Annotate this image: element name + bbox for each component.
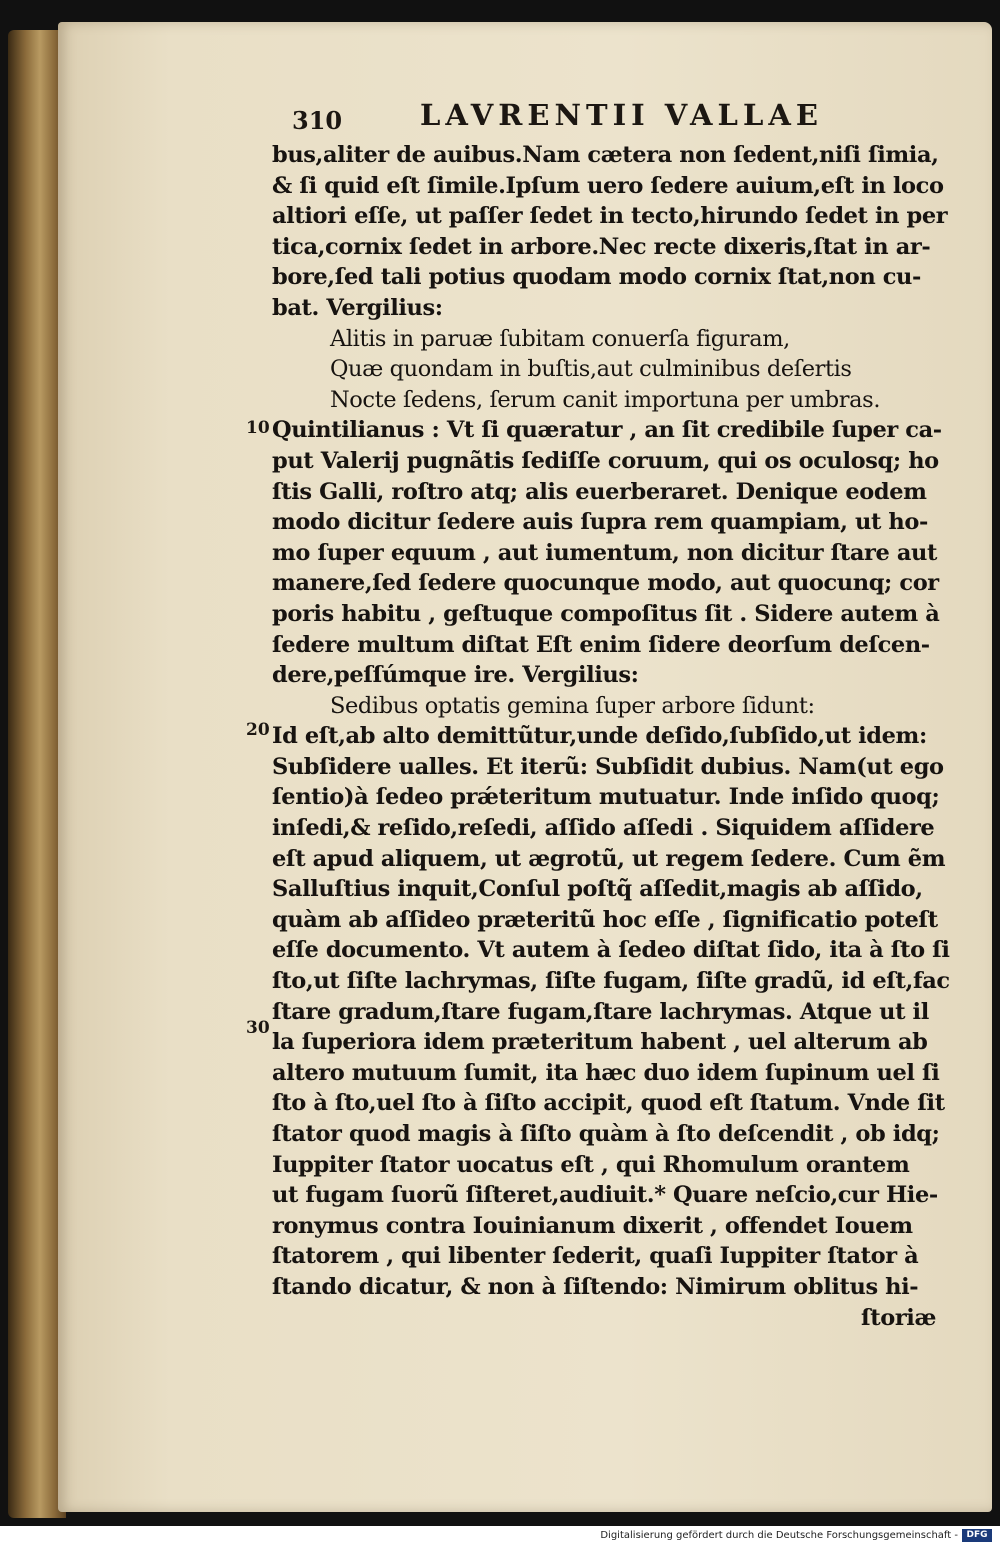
digitization-credit: Digitalisierung gefördert durch die Deutsche Forschungsgemeinschaft - — [600, 1530, 958, 1541]
text-line: Quintilianus : Vt ſi quæratur , an ſit credibile ſuper ca- — [272, 417, 942, 444]
text-line: altero mutuum ſumit, ita hæc duo idem ſupinum uel ſi — [272, 1059, 940, 1086]
text-line: ronymus contra Iouinianum dixerit , offendet Iouem — [272, 1212, 913, 1239]
text-line: ſtando dicatur, & non à ſiſtendo: Nimirum oblitus hi- — [272, 1273, 919, 1300]
text-line: ſtare gradum,ſtare fugam,ſtare lachrymas. Atque ut il — [272, 998, 929, 1025]
running-header — [292, 98, 892, 138]
line-number-30: 30 — [246, 1018, 270, 1038]
page-number: 310 — [292, 106, 343, 135]
text-line: eſt apud aliquem, ut ægrotũ, ut regem ſedere. Cum ẽm — [272, 845, 946, 872]
catchword: ſtoriæ — [860, 1304, 936, 1331]
text-line: ſto,ut ſiſte lachrymas, ſiſte fugam, ſiſte gradũ, id eſt,fac — [272, 968, 950, 995]
text-line: ſedere multum diſtat Eſt enim ſidere deorſum deſcen- — [272, 631, 930, 658]
text-line: Iuppiter ſtator uocatus eſt , qui Rhomulum orantem — [272, 1151, 910, 1178]
line-number-20: 20 — [246, 720, 270, 740]
text-line: poris habitu , geſtuque compoſitus ſit . Sidere autem à — [272, 600, 940, 627]
text-line: quàm ab aſſideo præteritũ hoc eſſe , ſignificatio poteſt — [272, 906, 938, 933]
text-line: ſtis Galli, roſtro atq; alis euerberaret. Denique eodem — [272, 478, 927, 505]
text-line: bat. Vergilius: — [272, 294, 443, 321]
text-line: Salluſtius inquit,Conſul poſtq̃ aſſedit,magis ab aſſido, — [272, 876, 923, 903]
text-line: ſtator quod magis à ſiſto quàm à ſto deſcendit , ob idq; — [272, 1121, 940, 1147]
text-line: ſentio)à ſedeo prǽteritum mutuatur. Inde inſido quoq; — [272, 784, 940, 811]
text-line: altiori eſſe, ut paſſer ſedet in tecto,hirundo ſedet in per — [272, 203, 948, 230]
text-line: ſto à ſto,uel ſto à ſiſto accipit, quod eſt ſtatum. Vnde ſit — [272, 1090, 945, 1117]
text-line: dere,peſſúmque ire. Vergilius: — [272, 662, 639, 689]
text-line: mo ſuper equum , aut iumentum, non dicitur ſtare aut — [272, 539, 937, 566]
verse-line: Sedibus optatis gemina ſuper arbore ſidunt: — [330, 692, 815, 719]
text-line: Subſidere ualles. Et iterũ: Subſidit dubius. Nam(ut ego — [272, 753, 944, 780]
text-line: manere,ſed ſedere quocunque modo, aut quocunq; cor — [272, 570, 939, 597]
text-line: put Valerij pugnãtis ſediſſe coruum, qui os oculosq; ho — [272, 447, 939, 474]
text-line: & ſi quid eſt ſimile.Ipſum uero ſedere auium,eſt in loco — [272, 172, 944, 199]
text-line: tica,cornix ſedet in arbore.Nec recte dixeris,ſtat in ar- — [272, 233, 931, 260]
verse-line: Alitis in paruæ ſubitam conuerſa figuram, — [330, 325, 790, 352]
verse-line: Quæ quondam in buſtis,aut culminibus deſertis — [330, 356, 852, 383]
text-line: ut fugam ſuorũ ſiſteret,audiuit.* Quare neſcio,cur Hie- — [272, 1182, 938, 1209]
text-line: bus,aliter de auibus.Nam cætera non ſedent,niſi ſimia, — [272, 142, 939, 168]
text-line: bore,ſed tali potius quodam modo cornix ſtat,non cu- — [272, 264, 921, 291]
dfg-logo: DFG — [962, 1529, 992, 1542]
running-title: LAVRENTII VALLAE — [420, 98, 823, 132]
text-line: Id eſt,ab alto demittũtur,unde deſido,ſubſido,ut idem: — [272, 723, 927, 750]
text-line: modo dicitur ſedere auis ſupra rem quampiam, ut ho- — [272, 509, 928, 536]
text-line: eſſe documento. Vt autem à ſedeo diſtat ſido, ita à ſto ſi — [272, 937, 950, 964]
text-line: inſedi,& reſido,reſedi, aſſido aſſedi . Siquidem aſſidere — [272, 815, 935, 842]
text-line: la ſuperiora idem præteritum habent , uel alterum ab — [272, 1029, 928, 1056]
line-number-10: 10 — [246, 418, 270, 438]
text-line: ſtatorem , qui libenter ſederit, quaſi Iuppiter ſtator à — [272, 1243, 919, 1270]
body-text — [272, 140, 972, 1333]
verse-line: Nocte ſedens, ſerum canit importuna per umbras. — [330, 386, 881, 413]
